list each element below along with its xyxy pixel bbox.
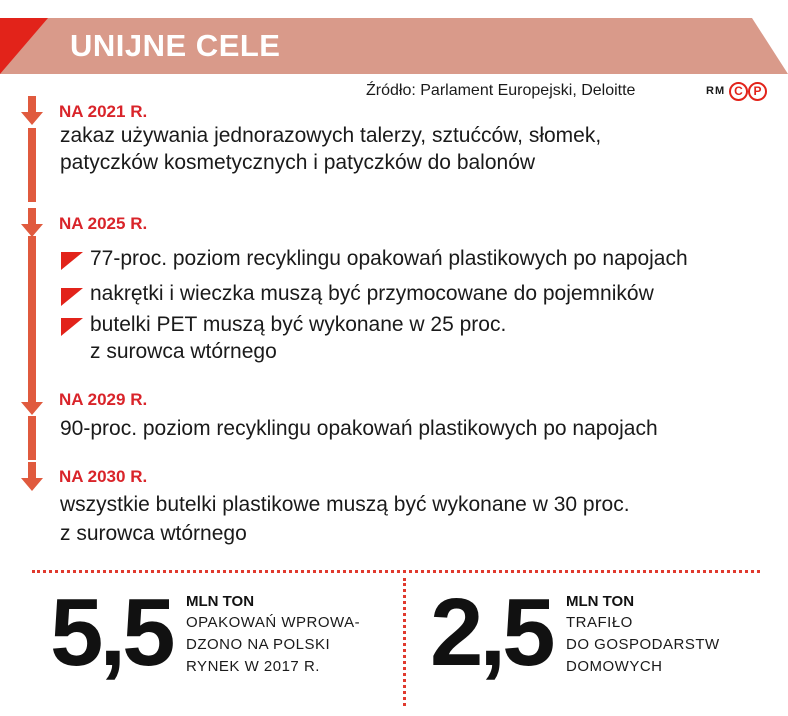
- timeline-year-2025: NA 2025 R.: [59, 214, 148, 233]
- bullet-flag-icon: [61, 318, 85, 338]
- stat-desc: DO GOSPODARSTW: [566, 636, 720, 653]
- arrow-down-icon: [19, 386, 45, 416]
- copyright-rm-label: RM: [706, 85, 726, 97]
- stat-value: 5,5: [50, 579, 172, 686]
- arrow-down-icon: [19, 96, 45, 126]
- timeline-year-2029: NA 2029 R.: [59, 390, 148, 409]
- stat-desc: DOMOWYCH: [566, 658, 663, 675]
- bullet-text: 77-proc. poziom recyklingu opakowań plastikowych po napojach: [90, 247, 688, 270]
- bullet-text: butelki PET muszą być wykonane w 25 proc.: [90, 313, 507, 336]
- timeline-text: wszystkie butelki plastikowe muszą być wykonane w 30 proc.: [60, 493, 630, 516]
- timeline-segment: [28, 128, 36, 202]
- stat-desc: DZONO NA POLSKI: [186, 636, 331, 653]
- divider-vertical: [403, 578, 406, 706]
- page-title: UNIJNE CELE: [70, 28, 281, 63]
- arrow-down-icon: [19, 462, 45, 492]
- arrow-down-icon: [19, 208, 45, 238]
- source-note: Źródło: Parlament Europejski, Deloitte: [366, 82, 636, 99]
- timeline-year-2021: NA 2021 R.: [59, 102, 148, 121]
- timeline-year-2030: NA 2030 R.: [59, 467, 148, 486]
- copyright-p-icon: P: [748, 82, 767, 101]
- stat-desc: OPAKOWAŃ WPROWA-: [186, 614, 361, 631]
- timeline-text: patyczków kosmetycznych i patyczków do balonów: [60, 151, 536, 174]
- divider-horizontal: [32, 570, 760, 573]
- stat-value: 2,5: [430, 579, 552, 686]
- timeline-text: 90-proc. poziom recyklingu opakowań plastikowych po napojach: [60, 417, 658, 440]
- stat-desc: RYNEK W 2017 R.: [186, 658, 320, 675]
- bullet-flag-icon: [61, 288, 85, 308]
- bullet-text: nakrętki i wieczka muszą być przymocowane do pojemników: [90, 282, 654, 305]
- stat-desc: TRAFIŁO: [566, 614, 633, 631]
- stat-unit: MLN TON: [186, 593, 255, 610]
- bullet-flag-icon: [61, 252, 85, 272]
- timeline-segment: [28, 236, 36, 386]
- bullet-text: z surowca wtórnego: [90, 340, 277, 363]
- timeline-segment: [28, 416, 36, 460]
- header-banner: [0, 18, 788, 74]
- stat-unit: MLN TON: [566, 593, 635, 610]
- timeline-text: z surowca wtórnego: [60, 522, 247, 545]
- timeline-text: zakaz używania jednorazowych talerzy, sztućców, słomek,: [60, 124, 602, 147]
- copyright-c-icon: C: [729, 82, 748, 101]
